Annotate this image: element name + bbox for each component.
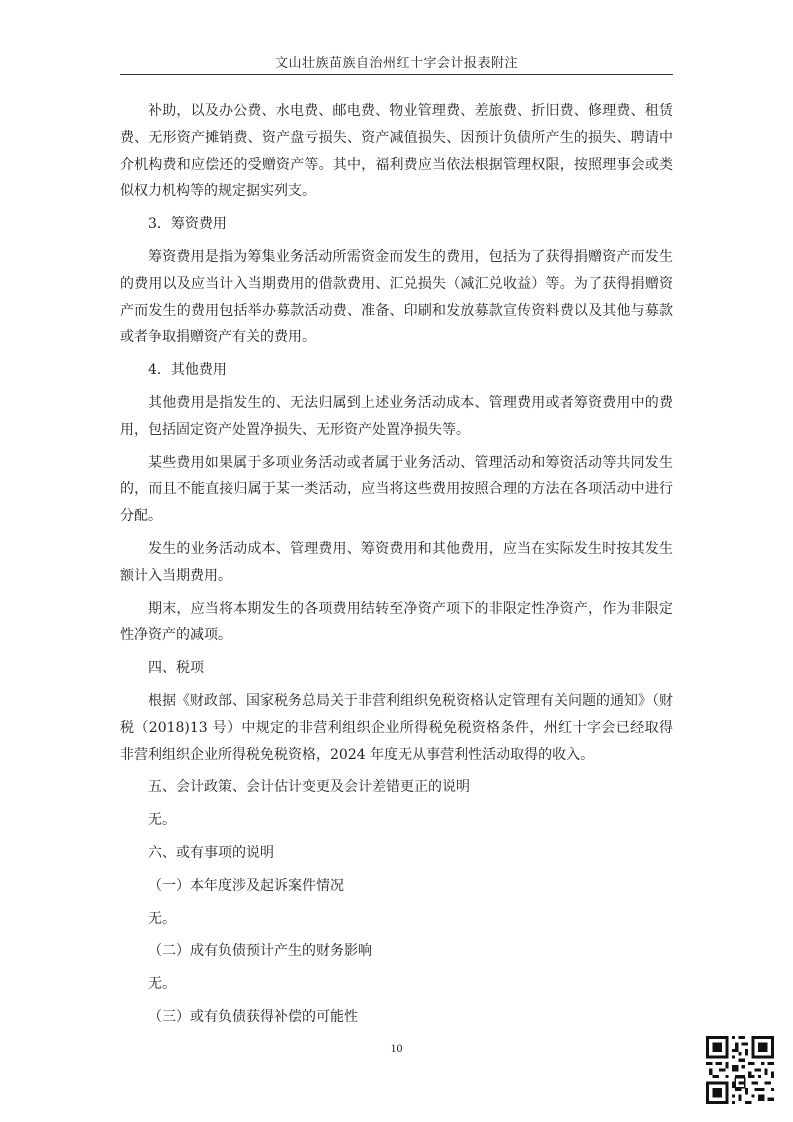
paragraph: 无。	[148, 976, 176, 993]
subsection-heading: （三）或有负债获得补偿的可能性	[148, 1008, 358, 1025]
subsection-heading: （一）本年度涉及起诉案件情况	[148, 877, 344, 894]
paragraph: 补助，以及办公费、水电费、邮电费、物业管理费、差旅费、折旧费、修理费、租赁费、无形资产摊销费、资产盘亏损失、资产减值损失、因预计负债所产生的损失、聘请中介机构费和应偿还的受赠资产等。其中，福利费应当依法根据管理权限，按照理事会或类似权力机构等的规定据实列支。	[120, 103, 673, 200]
page-number: 10	[390, 1041, 403, 1055]
paragraph: 无。	[148, 812, 176, 829]
section-heading: 六、或有事项的说明	[148, 844, 274, 861]
paragraph: 根据《财政部、国家税务总局关于非营利组织免税资格认定管理有关问题的通知》（财税（2018)13 号）中规定的非营利组织企业所得税免税资格条件，州红十字会已经取得非营利组织企业所得税免税资格，2024 年度无从事营利性活动取得的收入。	[120, 692, 673, 763]
section-heading: 4．其他费用	[148, 362, 227, 379]
section-heading: 3．筹资费用	[148, 216, 227, 233]
document-body	[120, 98, 673, 1037]
paragraph: 无。	[148, 910, 176, 927]
section-heading: 四、税项	[148, 660, 204, 677]
header-rule	[120, 74, 673, 75]
paragraph: 某些费用如果属于多项业务活动或者属于业务活动、管理活动和筹资活动等共同发生的，而且不能直接归属于某一类活动，应当将这些费用按照合理的方法在各项活动中进行分配。	[120, 454, 673, 525]
paragraph: 发生的业务活动成本、管理费用、筹资费用和其他费用，应当在实际发生时按其发生额计入当期费用。	[120, 540, 673, 584]
paragraph: 筹资费用是指为筹集业务活动所需资金而发生的费用，包括为了获得捐赠资产而发生的费用以及应当计入当期费用的借款费用、汇兑损失（减汇兑收益）等。为了获得捐赠资产而发生的费用包括举办募款活动费、准备、印刷和发放募款宣传资料费以及其他与募款或者争取捐赠资产有关的费用。	[120, 248, 673, 346]
qr-code-icon	[706, 1036, 774, 1104]
page-header-title: 文山壮族苗族自治州红十字会计报表附注	[274, 56, 518, 71]
subsection-heading: （二）成有负债预计产生的财务影响	[148, 943, 372, 960]
paragraph: 期末，应当将本期发生的各项费用结转至净资产项下的非限定性净资产，作为非限定性净资产的减项。	[120, 600, 673, 644]
section-heading: 五、会计政策、会计估计变更及会计差错更正的说明	[148, 779, 470, 796]
paragraph: 其他费用是指发生的、无法归属到上述业务活动成本、管理费用或者筹资费用中的费用，包括固定资产处置净损失、无形资产处置净损失等。	[120, 394, 673, 438]
